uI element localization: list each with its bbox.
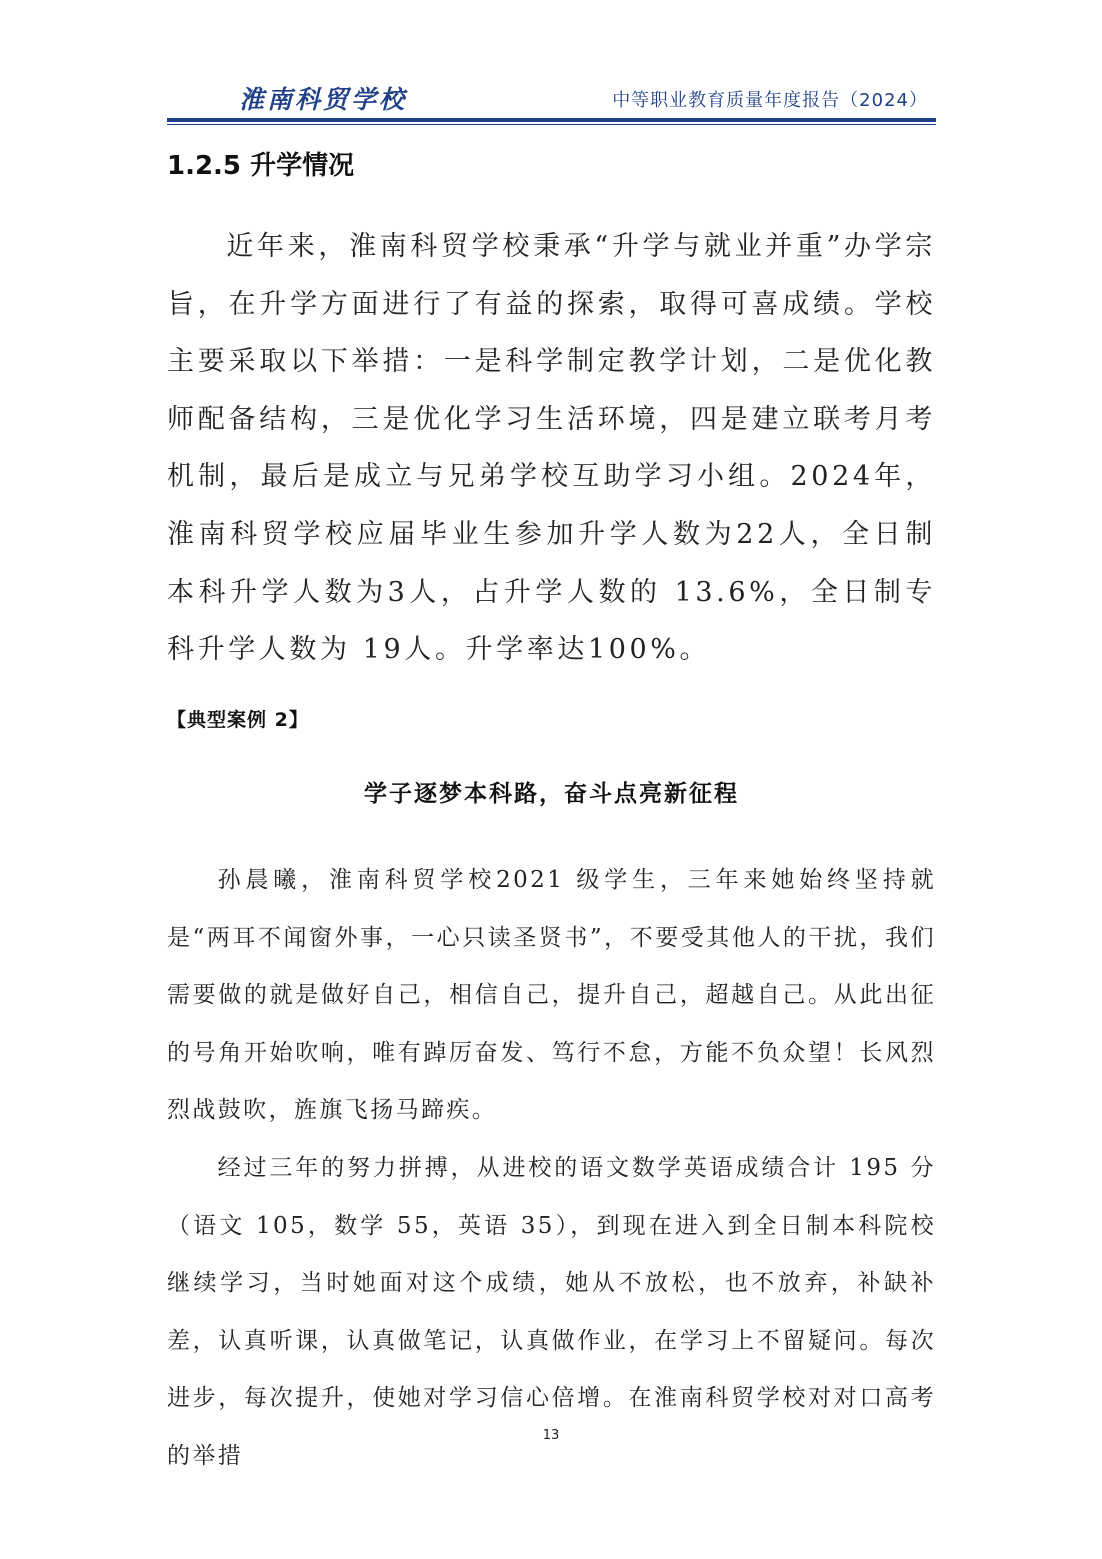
report-title: 中等职业教育质量年度报告（2024） [612, 90, 928, 111]
case-title: 学子逐梦本科路，奋斗点亮新征程 [364, 780, 739, 807]
section-heading: 1.2.5 升学情况 [167, 151, 355, 181]
case-paragraph: 经过三年的努力拼搏，从进校的语文数学英语成绩合计 195 分（语文 105，数学 55，英语 35），到现在进入到全日制本科院校继续学习，当时她面对这个成绩，她从不放松，也不放弃，补缺补差，认真听课，认真做笔记，认真做作业，在学习上不留疑问。每次进步，每次提升，使她对学习信心倍增。在淮南科贸学校对对口高考的举措 [167, 1155, 936, 1469]
case-paragraph: 孙晨曦，淮南科贸学校2021 级学生，三年来她始终坚持就是“两耳不闻窗外事，一心只读圣贤书”，不要受其他人的干扰，我们需要做的就是做好自己，相信自己，提升自己，超越自己。从此出征的号角开始吹响，唯有踔厉奋发、笃行不怠，方能不负众望！长风烈烈战鼓吹，旌旗飞扬马蹄疾。 [167, 867, 936, 1124]
case-label: 【典型案例 2】 [167, 709, 309, 731]
page-number: 13 [542, 1428, 560, 1443]
header-rule-thick [167, 118, 936, 122]
page-header [167, 72, 936, 126]
section-paragraph: 近年来，淮南科贸学校秉承“升学与就业并重”办学宗旨，在升学方面进行了有益的探索，取得可喜成绩。学校主要采取以下举措：一是科学制定教学计划，二是优化教师配备结构，三是优化学习生活环境，四是建立联考月考机制，最后是成立与兄弟学校互助学习小组。2024年，淮南科贸学校应届毕业生参加升学人数为22人，全日制本科升学人数为3人，占升学人数的 13.6%，全日制专科升学人数为 19人。升学率达100%。 [167, 231, 936, 666]
header-rule-thin [167, 124, 936, 125]
school-name-logo: 淮南科贸学校 [239, 85, 408, 114]
